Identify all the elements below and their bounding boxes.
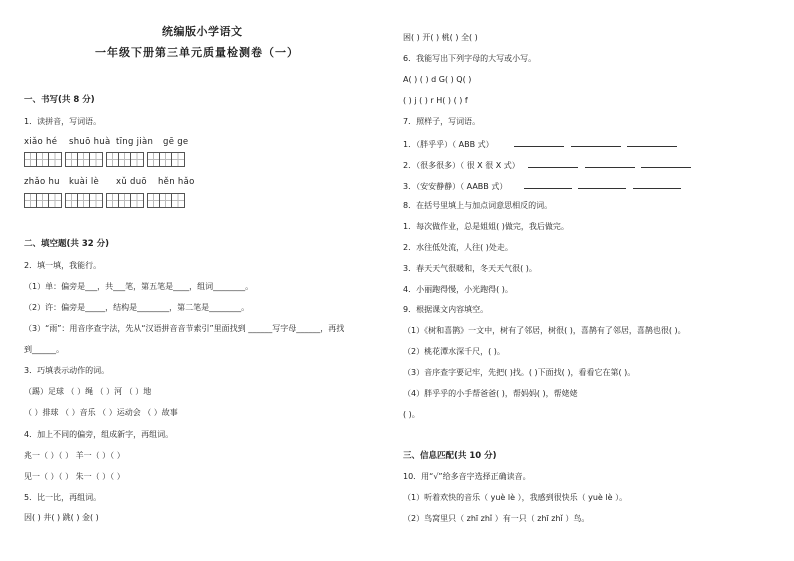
answer-line[interactable] [571,138,621,147]
question-4: 4．加上不同的偏旁，组成新字，再组词。 [24,430,174,439]
question-10-1[interactable]: （1）听着欢快的音乐（ yuè lè ），我感到很快乐（ yuè lè ）。 [403,493,628,502]
tianzige-pair[interactable] [24,193,62,208]
tianzige-pair[interactable] [24,152,62,167]
answer-line[interactable] [627,138,677,147]
writing-grid-row-1 [24,152,185,167]
pinyin-7: xǔ duō [116,177,147,187]
question-7-3[interactable] [403,180,681,192]
question-7-2[interactable] [403,159,691,171]
pinyin-5: zhǎo hu [24,177,60,187]
question-4-row-1[interactable]: 兆一（ ）（ ） 羊一（ ）（ ） [24,451,125,460]
exam-subtitle: 一年级下册第三单元质量检测卷（一） [95,46,299,59]
question-9-4[interactable]: （4）胖乎乎的小手帮爸爸( )，帮妈妈( )，帮姥姥 [403,389,578,398]
question-9-1[interactable]: （1）《树和喜鹊》一文中，树有了邻居，树很( )，喜鹊有了邻居，喜鹊也很( )。 [403,326,686,335]
answer-line[interactable] [528,159,578,168]
question-2-3-cont[interactable]: 到______。 [24,345,64,354]
answer-line[interactable] [514,138,564,147]
question-2-1[interactable]: （1）单：偏旁是___，共___笔，第五笔是____，组词________。 [24,282,254,291]
question-3-row-1[interactable]: （踢）足球 （ ）绳 （ ）河 （ ）地 [24,387,152,396]
tianzige-pair[interactable] [65,193,103,208]
question-3: 3．巧填表示动作的词。 [24,366,110,375]
question-8: 8．在括号里填上与加点词意思相反的词。 [403,201,553,210]
pinyin-3: tīng jiàn [116,137,154,147]
question-3-row-2[interactable]: （ ）排球 （ ）音乐 （ ）运动会 （ ）故事 [24,408,178,417]
answer-line[interactable] [633,180,681,189]
question-8-3[interactable]: 3．春天天气很暖和，冬天天气很( )。 [403,264,537,273]
pinyin-4: gē ge [163,137,189,147]
pinyin-6: kuài lè [69,177,100,187]
question-8-1[interactable]: 1．每次做作业，总是姐姐( )做完，我后做完。 [403,222,569,231]
answer-line[interactable] [524,180,572,189]
question-5-row-1[interactable]: 因( ) 井( ) 跳( ) 金( ) [24,513,99,522]
question-9-3[interactable]: （3）音序查字要记牢，先把( )找。( )下面找( )，看看它在第( )。 [403,368,636,377]
question-5: 5．比一比，再组词。 [24,493,102,502]
question-8-4[interactable]: 4．小丽跑得慢，小光跑得( )。 [403,285,513,294]
tianzige-pair[interactable] [65,152,103,167]
section-fill-heading: 二、填空题(共 32 分) [24,239,110,249]
tianzige-pair[interactable] [147,152,185,167]
question-7: 7．照样子，写词语。 [403,117,481,126]
question-5-row-2[interactable]: 困( ) 开( ) 桃( ) 全( ) [403,33,478,42]
question-2: 2．填一填，我能行。 [24,261,102,270]
pinyin-2: shuō huà [69,137,111,147]
question-7-2-text: 2．（很多很多）（ 很 X 很 X 式） [403,161,520,170]
question-6-row-2[interactable]: ( ) j ( ) r H( ) ( ) f [403,96,468,105]
answer-line[interactable] [585,159,635,168]
tianzige-pair[interactable] [147,193,185,208]
question-9-4-cont[interactable]: ( )。 [403,410,420,419]
question-2-2[interactable]: （2）许：偏旁是_____，结构是________，第二笔是________。 [24,303,250,312]
exam-title: 统编版小学语文 [162,25,243,38]
answer-line[interactable] [578,180,626,189]
question-1: 1．读拼音，写词语。 [24,117,102,126]
tianzige-pair[interactable] [106,152,144,167]
question-4-row-2[interactable]: 见一（ ）（ ） 朱一（ ）（ ） [24,472,125,481]
section-matching-heading: 三、信息匹配(共 10 分) [403,451,497,461]
question-6: 6．我能写出下列字母的大写或小写。 [403,54,537,63]
writing-grid-row-2 [24,193,185,208]
pinyin-8: hěn hǎo [158,177,195,187]
question-7-1-text: 1．（胖乎乎）（ ABB 式） [403,140,494,149]
question-9-2[interactable]: （2）桃花潭水深千尺，( )。 [403,347,505,356]
answer-line[interactable] [641,159,691,168]
question-2-3[interactable]: （3）“雨”：用音序查字法，先从“汉语拼音音节索引”里面找到 ______写字母______，再找 [24,324,345,333]
question-6-row-1[interactable]: A( ) ( ) d G( ) Q( ) [403,75,472,84]
question-10-2[interactable]: （2）鸟窝里只（ zhī zhǐ ）有一只（ zhī zhǐ ）鸟。 [403,514,590,523]
question-10: 10．用“√”给多音字选择正确读音。 [403,472,531,481]
question-7-1[interactable] [403,138,677,150]
pinyin-1: xiǎo hé [24,137,58,147]
question-9: 9．根据课文内容填空。 [403,305,489,314]
section-writing-heading: 一、书写(共 8 分) [24,95,95,105]
question-8-2[interactable]: 2．水往低处流，人往( )处走。 [403,243,513,252]
tianzige-pair[interactable] [106,193,144,208]
question-7-3-text: 3．（安安静静）（ AABB 式） [403,182,508,191]
